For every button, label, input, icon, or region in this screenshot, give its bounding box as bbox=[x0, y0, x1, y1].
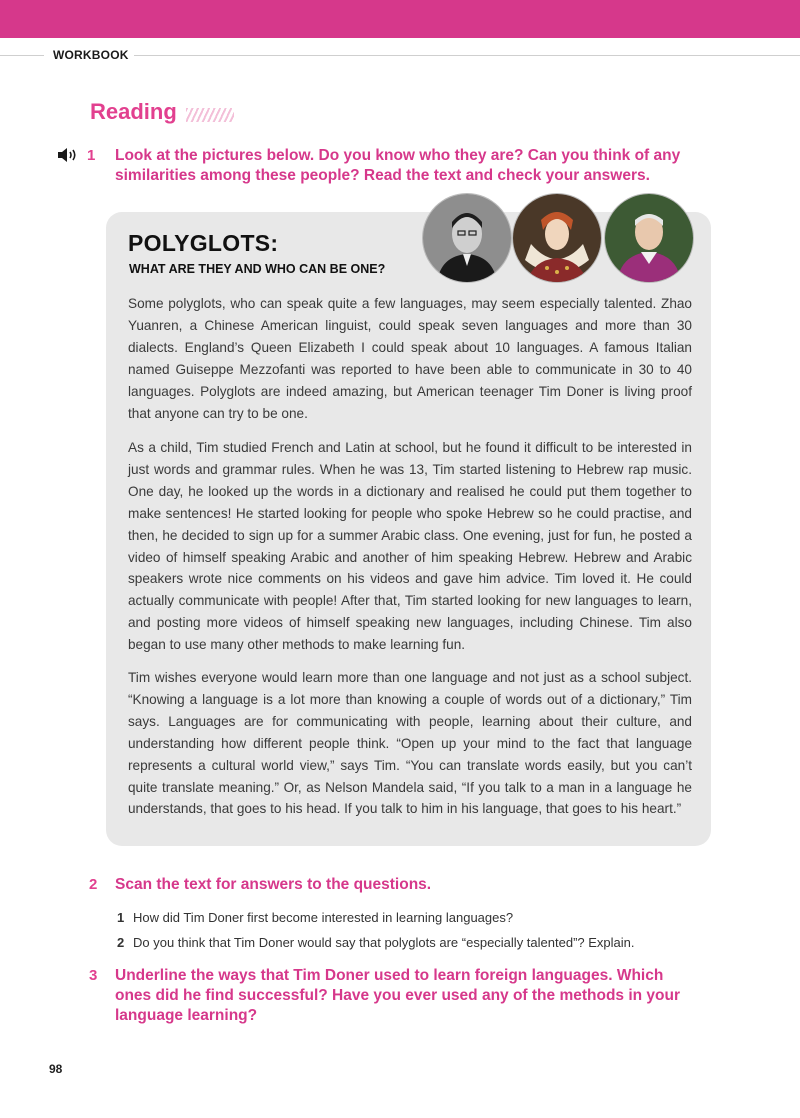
exercise-2-question-1 bbox=[117, 910, 513, 925]
article-paragraph-3: Tim wishes everyone would learn more than one language and not just as a school subject. “Knowing a language is a lot more than knowing a couple of words out of a dictionary,” Tim says. Languages are for communicating with people, learning about their culture, and understanding how different people think. “Open up your mind to the fact that language represents a cultural world view,” says Tim. “You can translate words easily, but you can’t quite translate meaning.” Or, as Nelson Mandela said, “If you talk to a man in a language he understands, that goes to his head. If you talk to him in his language, that goes to his heart.” bbox=[128, 670, 692, 817]
exercise-3-line-2: ones did he find successful? Have you ever used any of the methods in your bbox=[115, 987, 681, 1004]
exercise-2-instruction: Scan the text for answers to the questions. bbox=[115, 876, 432, 893]
exercise-1-line-2: similarities among these people? Read the text and check your answers. bbox=[115, 167, 650, 184]
article-subtitle: WHAT ARE THEY AND WHO CAN BE ONE? bbox=[129, 262, 386, 276]
top-accent-bar bbox=[0, 0, 800, 38]
exercise-2-number: 2 bbox=[89, 876, 98, 893]
portrait-queen-elizabeth bbox=[513, 194, 601, 282]
question-number: 2 bbox=[117, 935, 125, 950]
section-title: Reading bbox=[90, 99, 177, 124]
header-rule-left bbox=[0, 55, 44, 56]
exercise-3-number: 3 bbox=[89, 967, 98, 984]
header-rule-right bbox=[134, 55, 800, 56]
exercise-1-line-1: Look at the pictures below. Do you know who they are? Can you think of any bbox=[115, 147, 681, 164]
workbook-label: WORKBOOK bbox=[53, 48, 129, 62]
exercise-3-line-1: Underline the ways that Tim Doner used to learn foreign languages. Which bbox=[115, 967, 664, 984]
exercise-3-line-3: language learning? bbox=[115, 1007, 258, 1024]
exercise-2-question-2 bbox=[117, 935, 634, 950]
exercise-1-number: 1 bbox=[87, 147, 96, 164]
article-paragraph-1: Some polyglots, who can speak quite a few languages, may seem especially talented. Zhao Yuanren, a Chinese American linguist, could speak seven languages and more than 30 dialects. England’s Queen Elizabeth I could speak about 10 languages. A famous Italian named Guiseppe Mezzofanti was reported to have been able to communicate in 30 to 40 languages. Polyglots are indeed amazing, but American teenager Tim Doner is living proof that anyone can try to be one. bbox=[128, 296, 692, 421]
article-title: POLYGLOTS: bbox=[128, 230, 279, 256]
page-number: 98 bbox=[49, 1062, 63, 1076]
question-text: Do you think that Tim Doner would say that polyglots are “especially talented”? Explain. bbox=[133, 935, 635, 950]
portrait-zhao-yuanren bbox=[423, 194, 511, 282]
question-number: 1 bbox=[117, 910, 125, 925]
audio-speaker-icon[interactable] bbox=[57, 147, 79, 163]
portrait-giuseppe-mezzofanti bbox=[605, 194, 693, 282]
article-paragraph-2: As a child, Tim studied French and Latin at school, but he found it difficult to be interested in just words and grammar rules. When he was 13, Tim started listening to Hebrew rap music. One day, he looked up the words in a dictionary and realised he could put them together to make sentences! He started looking for people who spoke Hebrew so he could practise, and then, he decided to sign up for a summer Arabic class. One evening, just for fun, he posted a video of himself speaking Arabic and another of him speaking Hebrew. Hebrew and Arabic speakers wrote nice comments on his videos and gave him advice. Tim loved it. He could actually communicate with people! After that, Tim started looking for new languages to learn, and posting more videos of himself speaking new languages, including Chinese. Tim also began to use many other methods to make learning fun. bbox=[128, 440, 692, 653]
question-text: How did Tim Doner first become interested in learning languages? bbox=[133, 910, 514, 925]
title-decoration bbox=[186, 108, 234, 122]
